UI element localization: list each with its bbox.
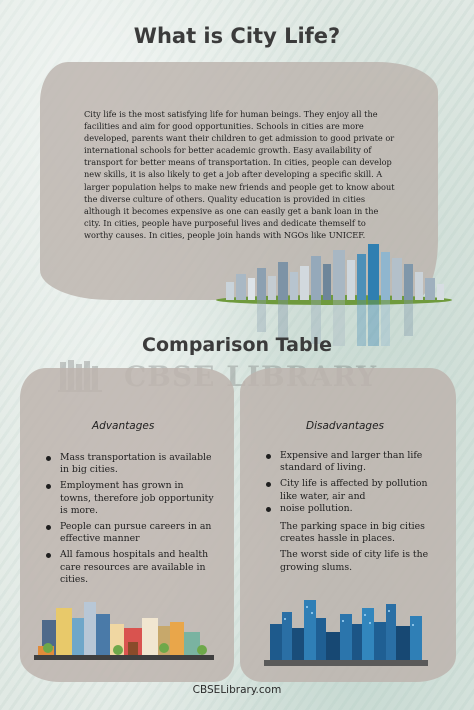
list-item bbox=[266, 549, 434, 573]
list-item bbox=[46, 480, 216, 517]
page-title: What is City Life? bbox=[133, 24, 341, 48]
list-item bbox=[46, 452, 216, 476]
city-skyline-illustration bbox=[212, 238, 456, 346]
list-item bbox=[266, 503, 434, 515]
disadvantage-text: The parking space in big cities creates hassle in places. bbox=[280, 521, 425, 545]
advantage-text: People can pursue careers in an effective manner bbox=[60, 521, 212, 545]
list-item bbox=[266, 521, 434, 545]
disadvantages-heading: Disadvantages bbox=[306, 420, 385, 432]
disadvantages-list bbox=[266, 450, 434, 578]
list-item bbox=[46, 521, 216, 545]
advantage-text: Employment has grown in towns, therefore job opportunity is more. bbox=[60, 480, 214, 516]
night-city-skyline-illustration bbox=[264, 594, 428, 666]
disadvantage-text: City life is affected by pollution like water, air and bbox=[280, 478, 428, 502]
bullet-icon bbox=[46, 456, 51, 461]
advantages-list bbox=[46, 452, 216, 590]
intro-paragraph: City life is the most satisfying life for human beings. They enjoy all the facilities and aim for good opportunities. Schools in cities are more developed, parents want their children to get admission to good private or international schools for better academic growth. Easy availability of transport for better means of transportation. In cities, people can develop new skills, it is also likely to get a job after developing a specific skill. A larger population helps to make new friends and people get to know about the diverse culture of others. Quality education is provided in cities although it becomes expensive as one can easily get a bank loan in the city. In cities, people have purposeful lives and dedicate themself to worthy causes. In cities, people join hands with NGOs like UNICEF. bbox=[84, 109, 395, 240]
disadvantage-text: noise pollution. bbox=[280, 502, 353, 514]
bullet-icon bbox=[266, 507, 271, 512]
bullet-icon bbox=[46, 484, 51, 489]
footer-site-name: CBSELibrary.com bbox=[192, 684, 282, 696]
bullet-icon bbox=[46, 553, 51, 558]
disadvantage-text: Expensive and larger than life standard of living. bbox=[280, 450, 423, 474]
bullet-icon bbox=[266, 482, 271, 487]
advantage-text: Mass transportation is available in big cities. bbox=[60, 452, 212, 476]
advantage-text: All famous hospitals and health care resources are available in cities. bbox=[60, 549, 209, 585]
list-item bbox=[266, 478, 434, 502]
colorful-town-illustration bbox=[34, 598, 214, 660]
bullet-icon bbox=[266, 454, 271, 459]
list-item bbox=[46, 549, 216, 586]
comparison-title: Comparison Table bbox=[142, 334, 332, 356]
bullet-icon bbox=[46, 525, 51, 530]
list-item bbox=[266, 450, 434, 474]
disadvantage-text: The worst side of city life is the growing slums. bbox=[280, 549, 429, 573]
advantages-heading: Advantages bbox=[92, 420, 155, 432]
